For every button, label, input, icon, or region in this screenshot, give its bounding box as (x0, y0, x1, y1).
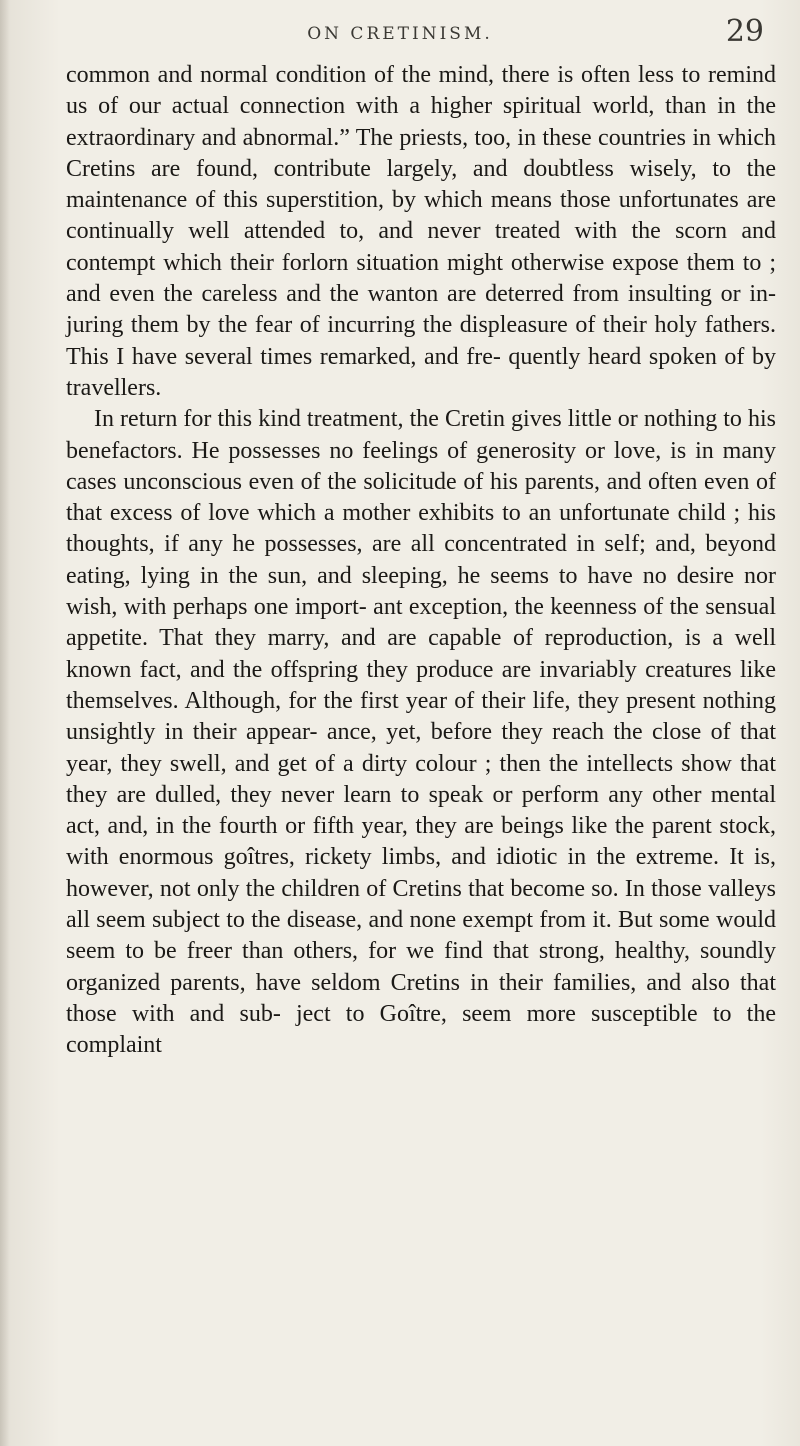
page-number: 29 (725, 14, 764, 49)
running-title: ON CRETINISM. (307, 24, 493, 44)
paragraph-continuation: common and normal condition of the mind, there is often less to remind us of our actual connection with a higher spiritual world, than in the extraordinary and abnormal.” The priests, too, in these countries in which Cretins are found, contribute largely, and doubtless wisely, to the maintenance of this superstition, by which means those unfortunates are continually well attended to, and never treated with the scorn and contempt which their forlorn situation might otherwise expose them to ; and even the careless and the wanton are deterred from insulting or in- juring them by the fear of incurring the displeasure of their holy fathers. This I have several times remarked, and fre- quently heard spoken of by travellers. (66, 62, 776, 401)
body-text (66, 60, 776, 1062)
page-header (0, 0, 800, 60)
paragraph: In return for this kind treatment, the Cretin gives little or nothing to his benefactors. He possesses no feelings of generosity or love, is in many cases unconscious even of the solicitude of his parents, and often even of that excess of love which a mother exhibits to an unfortunate child ; his thoughts, if any he possesses, are all concentrated in self; and, beyond eating, lying in the sun, and sleeping, he seems to have no desire nor wish, with perhaps one import- ant exception, the keenness of the sensual appetite. That they marry, and are capable of reproduction, is a well known fact, and the offspring they produce are invariably creatures like themselves. Although, for the first year of their life, they present nothing unsightly in their appear- ance, yet, before they reach the close of that year, they swell, and get of a dirty colour ; then the intellects show that they are dulled, they never learn to speak or perform any other mental act, and, in the fourth or fifth year, they are beings like the parent stock, with enormous goîtres, rickety limbs, and idiotic in the extreme. It is, however, not only the children of Cretins that become so. In those valleys all seem subject to the disease, and none exempt from it. But some would seem to be freer than others, for we find that strong, healthy, soundly organized parents, have seldom Cretins in their families, and also that those with and sub- ject to Goître, seem more susceptible to the complaint (66, 406, 776, 1059)
page-gutter-shadow (0, 0, 10, 1446)
